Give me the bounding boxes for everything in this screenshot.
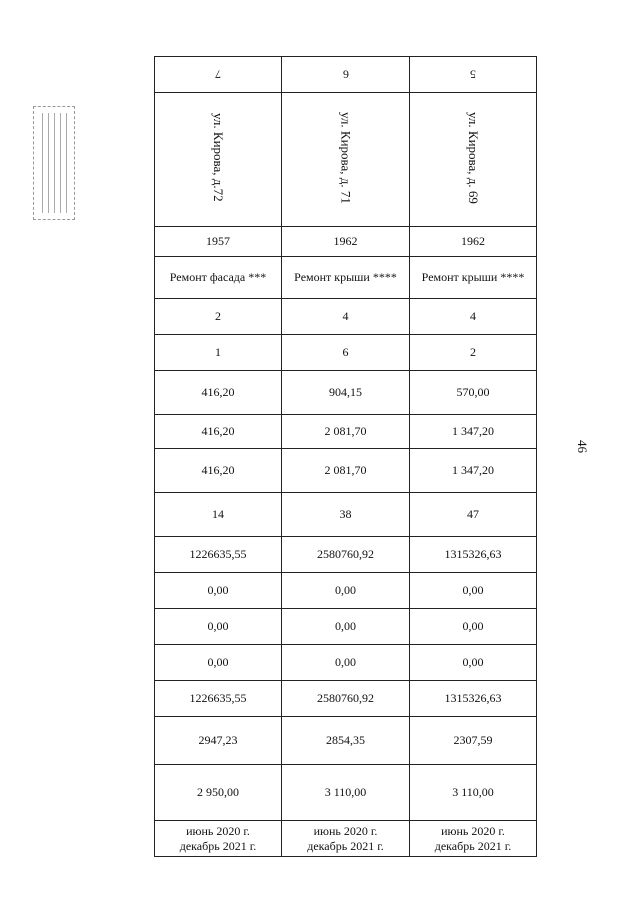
- cell-value: 416,20: [155, 449, 282, 493]
- cell-value: 1 347,20: [410, 449, 537, 493]
- table-row: [155, 371, 537, 415]
- cell-value: 2: [155, 299, 282, 335]
- cell-value: 1226635,55: [155, 537, 282, 573]
- cell-period: июнь 2020 г. декабрь 2021 г.: [282, 821, 410, 857]
- cell-value: 3 110,00: [282, 765, 410, 821]
- cell-value: 0,00: [155, 645, 282, 681]
- cell-number: 7: [155, 57, 282, 93]
- cell-value: 2580760,92: [282, 681, 410, 717]
- cell-year: 1957: [155, 227, 282, 257]
- cell-year: 1962: [282, 227, 410, 257]
- cell-value: 0,00: [410, 573, 537, 609]
- cell-number: 5: [410, 57, 537, 93]
- cell-address: ул. Кирова, д.72: [155, 93, 282, 227]
- cell-value: 0,00: [155, 609, 282, 645]
- cell-work: Ремонт крыши ****: [282, 257, 410, 299]
- cell-year: 1962: [410, 227, 537, 257]
- cell-value: 3 110,00: [410, 765, 537, 821]
- table-row-work: [155, 257, 537, 299]
- table-row-period: [155, 821, 537, 857]
- cell-value: 2 081,70: [282, 415, 410, 449]
- page-number: 46: [575, 440, 590, 453]
- table-row: [155, 493, 537, 537]
- cell-value: 0,00: [282, 645, 410, 681]
- cell-address: ул. Кирова, д. 71: [282, 93, 410, 227]
- table-row: [155, 449, 537, 493]
- cell-value: 14: [155, 493, 282, 537]
- cell-value: 4: [282, 299, 410, 335]
- cell-value: 2580760,92: [282, 537, 410, 573]
- cell-value: 0,00: [282, 573, 410, 609]
- cell-value: 1226635,55: [155, 681, 282, 717]
- cell-work: Ремонт фасада ***: [155, 257, 282, 299]
- cell-number: 6: [282, 57, 410, 93]
- cell-value: 38: [282, 493, 410, 537]
- cell-value: 6: [282, 335, 410, 371]
- table-row-address: [155, 93, 537, 227]
- cell-value: 2 950,00: [155, 765, 282, 821]
- cell-value: 0,00: [410, 645, 537, 681]
- table-row: [155, 609, 537, 645]
- cell-period: июнь 2020 г. декабрь 2021 г.: [410, 821, 537, 857]
- cell-value: 2307,59: [410, 717, 537, 765]
- cell-period: июнь 2020 г. декабрь 2021 г.: [155, 821, 282, 857]
- cell-value: 0,00: [155, 573, 282, 609]
- cell-value: 47: [410, 493, 537, 537]
- table-row: [155, 299, 537, 335]
- table-row: [155, 537, 537, 573]
- table-row: [155, 573, 537, 609]
- cell-value: 1 347,20: [410, 415, 537, 449]
- table-row: [155, 415, 537, 449]
- table-row: [155, 765, 537, 821]
- cell-address: ул. Кирова, д. 69: [410, 93, 537, 227]
- cell-value: 1315326,63: [410, 537, 537, 573]
- table-row: [155, 645, 537, 681]
- cell-work: Ремонт крыши ****: [410, 257, 537, 299]
- cell-value: 2854,35: [282, 717, 410, 765]
- cell-value: 904,15: [282, 371, 410, 415]
- table-row-year: [155, 227, 537, 257]
- table-row: [155, 335, 537, 371]
- stamp-image: [33, 106, 75, 220]
- table-row-number: [155, 57, 537, 93]
- cell-value: 570,00: [410, 371, 537, 415]
- data-table: [154, 56, 537, 857]
- cell-value: 1315326,63: [410, 681, 537, 717]
- table-row: [155, 681, 537, 717]
- cell-value: 416,20: [155, 415, 282, 449]
- cell-value: 0,00: [282, 609, 410, 645]
- cell-value: 1: [155, 335, 282, 371]
- cell-value: 2: [410, 335, 537, 371]
- cell-value: 0,00: [410, 609, 537, 645]
- cell-value: 416,20: [155, 371, 282, 415]
- cell-value: 4: [410, 299, 537, 335]
- cell-value: 2 081,70: [282, 449, 410, 493]
- cell-value: 2947,23: [155, 717, 282, 765]
- table-row: [155, 717, 537, 765]
